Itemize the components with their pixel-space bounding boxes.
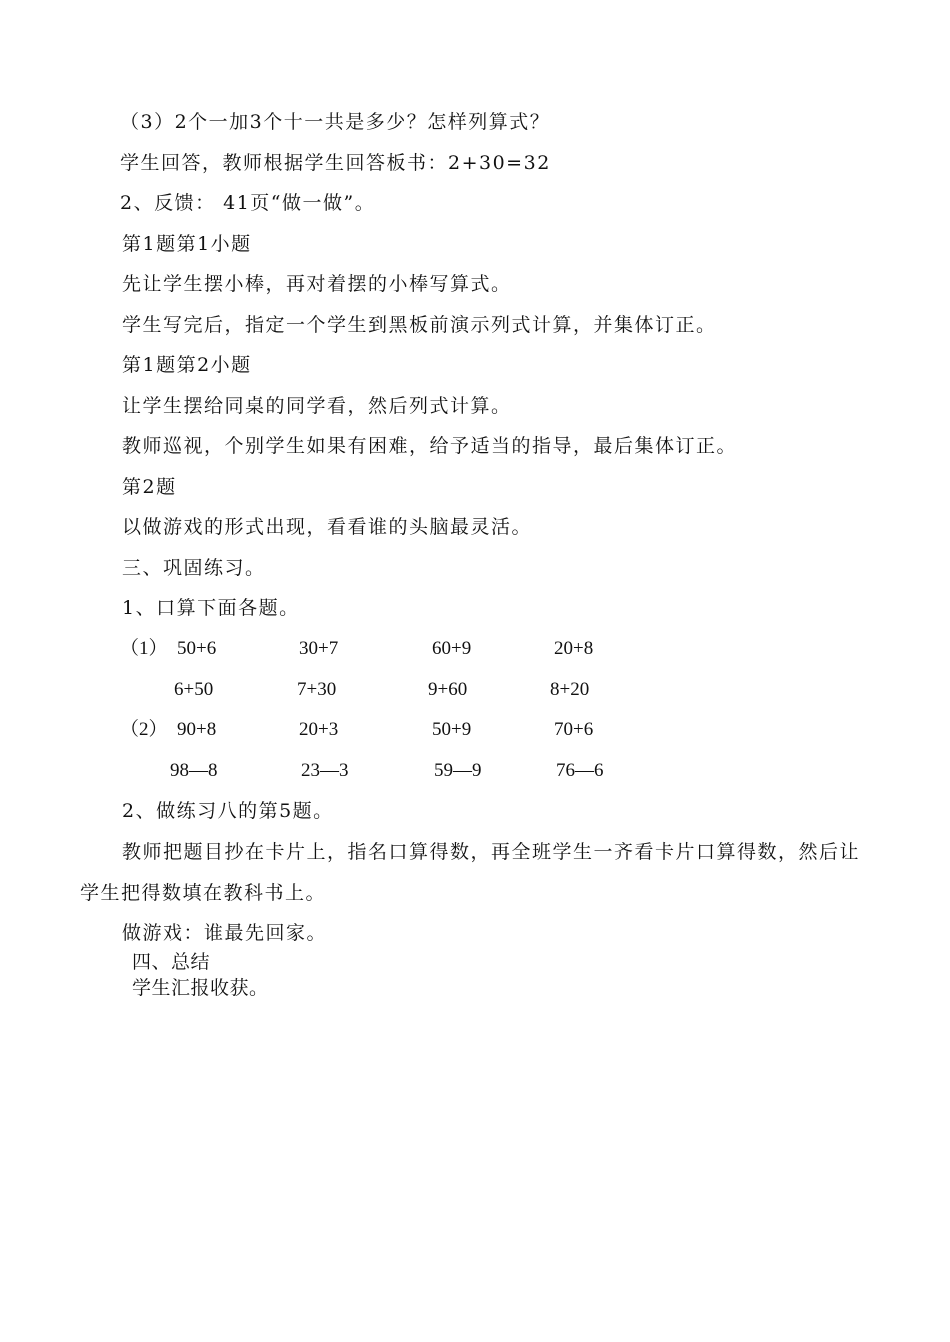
- task1-part1-heading: 第1题第1小题: [122, 233, 252, 255]
- section-3-heading: 三、巩固练习。: [122, 557, 266, 579]
- task1-part2-heading: 第1题第2小题: [122, 354, 252, 376]
- task1-part1-step2: 学生写完后，指定一个学生到黑板前演示列式计算，并集体订正。: [122, 314, 717, 336]
- section-4-heading: 四、总结: [132, 951, 211, 973]
- task1-part2-step2: 教师巡视，个别学生如果有困难，给予适当的指导，最后集体订正。: [122, 435, 738, 457]
- student-report-line: 学生汇报收获。: [132, 977, 269, 999]
- feedback-heading: 2、反馈： 41页“做一做”。: [120, 192, 376, 214]
- task1-part2-step1: 让学生摆给同桌的同学看，然后列式计算。: [122, 395, 512, 417]
- exercise-item: 59—9: [434, 760, 482, 781]
- exercise-item: 50+9: [432, 719, 472, 740]
- exercise-item: 20+3: [299, 719, 339, 740]
- exercise-item: 20+8: [554, 638, 594, 659]
- exercise-item: 6+50: [174, 679, 214, 700]
- game-line: 做游戏：谁最先回家。: [122, 922, 328, 944]
- student-answer-line: 学生回答，教师根据学生回答板书：2+30=32: [120, 152, 551, 174]
- teacher-cards-paragraph: 教师把题目抄在卡片上，指名口算得数，再全班学生一齐看卡片口算得数，然后让学生把得数填在教科书上。: [80, 841, 861, 904]
- exercise-item: 7+30: [297, 679, 337, 700]
- exercise-item: 30+7: [299, 638, 339, 659]
- oral-calc-heading: 1、口算下面各题。: [122, 597, 300, 619]
- task2-description: 以做游戏的形式出现，看看谁的头脑最灵活。: [122, 516, 533, 538]
- exercise-item: 60+9: [432, 638, 472, 659]
- exercise-item: 70+6: [554, 719, 594, 740]
- task1-part1-step1: 先让学生摆小棒，再对着摆的小棒写算式。: [122, 273, 512, 295]
- question-3: （3）2个一加3个十一共是多少？怎样列算式？: [120, 111, 551, 133]
- exercise-item: 90+8: [177, 719, 217, 740]
- exercise-item: 8+20: [550, 679, 590, 700]
- task2-heading: 第2题: [122, 476, 177, 498]
- exercise-item: 9+60: [428, 679, 468, 700]
- exercise-item: 76—6: [556, 760, 604, 781]
- exercise-item: 98—8: [170, 760, 218, 781]
- exercise-group1-label: （1）: [120, 638, 168, 659]
- exercise-item: 23—3: [301, 760, 349, 781]
- exercise-item: 50+6: [177, 638, 217, 659]
- exercise-group2-label: （2）: [120, 719, 168, 740]
- exercise-8-heading: 2、做练习八的第5题。: [122, 800, 334, 822]
